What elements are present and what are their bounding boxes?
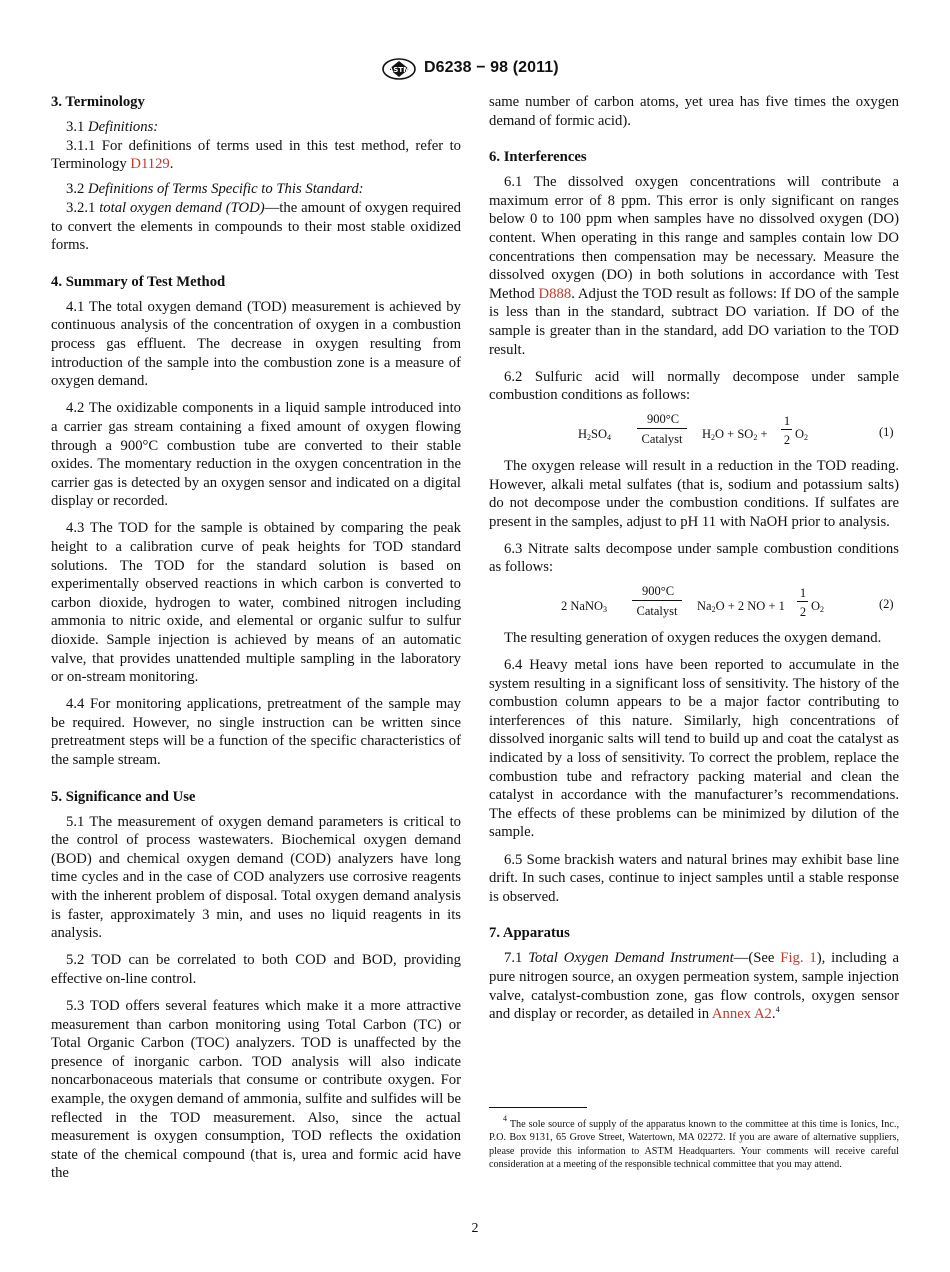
section-4-heading: 4. Summary of Test Method [51,273,226,290]
para-6-2: 6.2 Sulfuric acid will normally decompose under sample combustion conditions as follows: [489,368,899,404]
eq1-fraction-bar [781,429,792,430]
para-3-2-1: 3.2.1 total oxygen demand (TOD)—the amount of oxygen required to convert the elements in compounds to their most stable oxidized forms. [51,199,462,254]
d888-link[interactable]: D888 [538,285,572,302]
right-column [489,93,899,1024]
eq1-fraction-numerator: 1 [783,413,791,428]
eq1-condition-top: 900°C [646,411,680,426]
equation-1 [489,411,899,453]
para-7-1: 7.1 Total Oxygen Demand Instrument—(See Fig. 1), including a pure nitrogen source, an oxygen permeation system, sample injection valve, catalyst-combustion zone, gas flow controls, oxygen sensor and display or recorder, as detailed in Annex A2.$^4$ [489,950,899,1023]
equation-2 [489,583,899,625]
eq2-products: $Na_2O + 2$ NO + 1 [697,598,785,614]
section-5-heading: 5. Significance and Use [51,788,196,805]
footnote-divider [489,1107,587,1108]
svg-text:ASTM: ASTM [387,66,411,74]
fig-1-link[interactable]: Fig. 1 [780,950,817,967]
para-6-2-after: The oxygen release will result in a reduction in the TOD reading. However, alkali metal sulfates (that is, sodium and potassium salts) do not decompose under the combustion conditions. If sulfates are present in the samples, adjust to pH 11 with NaOH prior to analysis. [489,457,899,530]
section-7-heading: 7. Apparatus [489,925,570,942]
para-6-3-after: The resulting generation of oxygen reduces the oxygen demand. [504,629,882,646]
para-5-2: 5.2 TOD can be correlated to both COD and BOD, providing effective on-line control. [51,952,461,987]
eq1-condition-bottom: Catalyst [641,431,683,446]
para-3-1-1: 3.1.1 For definitions of terms used in this test method, refer to Terminology D1129. [51,137,461,173]
para-4-1: 4.1 The total oxygen demand (TOD) measurement is achieved by continuous analysis of the concentration of oxygen in a combustion process gas effluent. The decrease in oxygen resulting from introduction of the sample into the combustion zone is a measure of oxygen demand. [51,298,461,390]
eq2-condition-top: 900°C [641,583,675,598]
eq2-reactant: 2 NaNO$_3$ [561,598,608,614]
para-6-1: 6.1 The dissolved oxygen concentrations will contribute a maximum error of 8 ppm. This error is only significant on ranges below 0 to 100 ppm when samples have no dissolved oxygen (DO) content. When operating in this range and samples contain low DO concentrations then compensation may be necessary. Measure the dissolved oxygen (DO) in both solutions in accordance with Test Method D888. Adjust the TOD result as follows: If DO of the sample is less than in the standard, subtract DO variation. If DO of the sample is greater than in the standard, add DO variation to the TOD result. [489,174,899,358]
page-header [0,58,950,82]
footnote-4: $^4$ The sole source of supply of the apparatus known to the committee at this time is Ionics, Inc., P.O. Box 9131, 65 Grove Street, Watertown, MA 02272. If you are aware of alternative suppliers, please provide this information to ASTM Headquarters. Your comments will receive careful consideration at a meeting of the responsible technical committee that you may attend. [489,1114,899,1170]
para-3-1: 3.1 Definitions: [66,119,159,136]
para-4-2: 4.2 The oxidizable components in a liquid sample introduced into a carrier gas stream containing a fixed amount of oxygen flowing through a 900°C combustion tube are converted to their stable oxides. The momentary reduction in the oxygen concentration in the carrier gas is detected by an oxygen sensor and indicated on a digital display or recorded. [51,400,461,510]
eq1-reactant: $H_2SO_4$ [578,426,612,442]
eq1-products: $H_2O + SO_2$ + [702,426,768,442]
eq2-label: (2) [879,596,894,611]
section-3-heading: 3. Terminology [51,94,145,110]
eq1-arrow-bar [637,428,687,429]
para-4-4: 4.4 For monitoring applications, pretreatment of the sample may be required. However, no single instruction can be written since pretreatment steps will be a function of the specific characteristics of the sample stream. [51,696,461,768]
para-6-3: 6.3 Nitrate salts decompose under sample combustion conditions as follows: [489,540,899,576]
para-6-4: 6.4 Heavy metal ions have been reported to accumulate in the system resulting in a significant loss of sensitivity. The history of the combustion column appears to be a major factor contributing to interferences of this nature. Similarly, high concentrations of dissolved inorganic salts will tend to build up and coat the catalyst as indicated by a loss of sensitivity. To correct the problem, replace the combustion tube and refractory packing material and clean the catalyst in accordance with the manufacturer’s recommendations. The effects of these problems can be minimized by dilution of the sample. [489,657,899,841]
d1129-link[interactable]: D1129 [130,156,170,173]
para-5-3-continued: same number of carbon atoms, yet urea has five times the oxygen demand of formic acid). [489,94,899,129]
para-3-2: 3.2 Definitions of Terms Specific to This Standard: [66,181,364,198]
left-column [51,93,461,1183]
eq2-arrow-bar [632,600,682,601]
para-5-1: 5.1 The measurement of oxygen demand parameters is critical to the control of process wastewaters. Biochemical oxygen demand (BOD) and chemical oxygen demand (COD) analyzers have long time cycles and in the case of COD analyzers use corrosive reagents with the inherent problem of disposal. Total oxygen demand analysis is faster, approximately 3 min, and uses no liquid reagents in its analysis. [51,813,461,942]
annex-a2-link[interactable]: Annex A2 [711,1006,772,1023]
para-6-5: 6.5 Some brackish waters and natural brines may exhibit base line drift. In such cases, continue to inject samples until a stable response is observed. [489,851,899,905]
footnote-4-ref[interactable]: 4 [775,1005,780,1015]
eq1-fraction-denominator: 2 [783,432,791,447]
eq1-oxygen: $O_2$ [795,426,809,442]
eq1-label: (1) [879,424,894,439]
document-id: D6238 − 98 (2011) [424,59,559,76]
eq2-condition-bottom: Catalyst [636,603,678,618]
section-6-heading: 6. Interferences [489,149,587,166]
astm-logo-icon [381,58,417,80]
para-5-3: 5.3 TOD offers several features which make it a more attractive measurement than carbon monitoring using Total Carbon (TC) or Total Organic Carbon (TOC) analyzers. TOD is unaffected by the presence of inorganic carbon. TOD analysis will also indicate noncarbonaceous materials that consume or contribute oxygen. For example, the oxygen demand of ammonia, sulfite and sulfides will be reflected in the TOD measurement. Also, since the actual measurement is oxygen consumption, TOD reflects the oxidation state of the chemical compound (that is, urea and formic acid have the [51,998,461,1182]
eq2-fraction-denominator: 2 [799,604,807,619]
para-4-3: 4.3 The TOD for the sample is obtained by comparing the peak height to a calibration curve of peak heights for TOD standard solutions. The TOD for the standard solution is based on experimentally observed reactions in which carbon is converted to carbon dioxide, hydrogen to water, combined nitrogen including ammonia to nitric oxide, and elemental or organic sulfur to sulfur dioxide. Sample injection is achieved by means of an automatic valve, that provides unattended multiple sampling in the laboratory or on-stream monitoring. [51,520,461,686]
eq2-fraction-bar [797,601,808,602]
eq2-oxygen: $O_2$ [811,598,825,614]
page-number: 2 [471,1221,479,1236]
eq2-fraction-numerator: 1 [799,585,807,600]
